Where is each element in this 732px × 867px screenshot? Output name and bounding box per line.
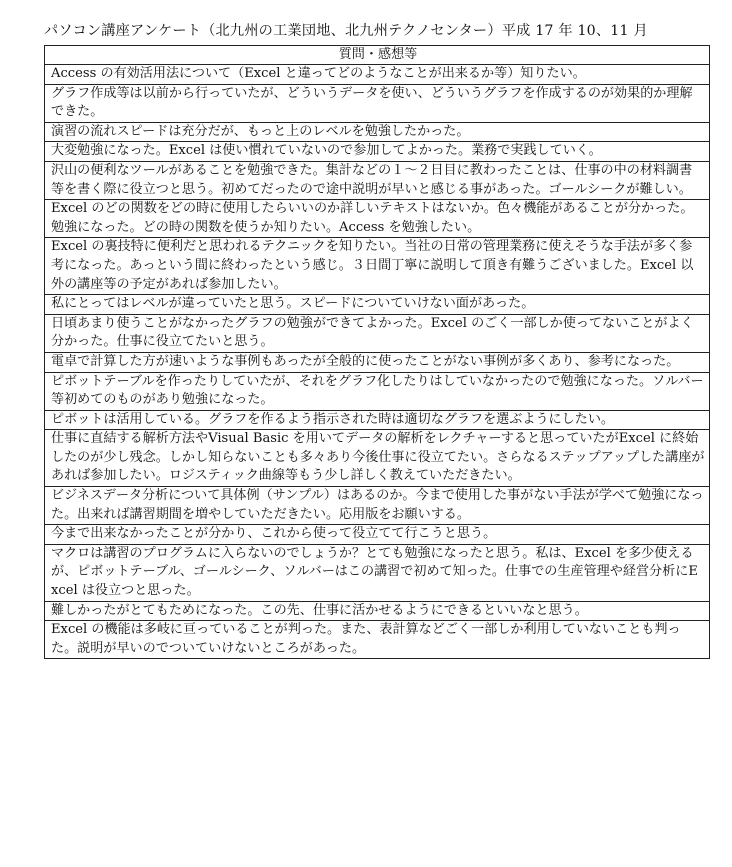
table-header-row bbox=[45, 46, 710, 65]
response-cell: 難しかったがとてもためになった。この先、仕事に活かせるようにできるといいなと思う。 bbox=[45, 601, 710, 621]
table-row bbox=[45, 314, 710, 352]
response-cell: ビジネスデータ分析について具体例（サンプル）はあるのか。今まで使用した事がない手法が学べて勉強になった。出来れば講習期間を増やしていただきたい。応用版をお願いする。 bbox=[45, 487, 710, 525]
table-row bbox=[45, 65, 710, 85]
response-cell: ピボットテーブルを作ったりしていたが、それをグラフ化したりはしていなかったので勉強になった。ソルバー等初めてのものがあり勉強になった。 bbox=[45, 372, 710, 410]
response-cell: 大変勉強になった。Excel は使い慣れていないので参加してよかった。業務で実践していく。 bbox=[45, 142, 710, 162]
table-row bbox=[45, 122, 710, 142]
table-row bbox=[45, 544, 710, 601]
page-title: パソコン講座アンケート（北九州の工業団地、北九州テクノセンター）平成 17 年 10、11 月 bbox=[44, 23, 648, 39]
response-cell: グラフ作成等は以前から行っていたが、どういうデータを使い、どういうグラフを作成するのが効果的か理解できた。 bbox=[45, 84, 710, 122]
table-row bbox=[45, 601, 710, 621]
table-row bbox=[45, 352, 710, 372]
response-cell: Excel の裏技特に便利だと思われるテクニックを知りたい。当社の日常の管理業務に使えそうな手法が多く参考になった。あっという間に終わったという感じ。３日間丁寧に説明して頂き有難うございました。Excel 以外の講座等の予定があれば参加したい。 bbox=[45, 238, 710, 295]
table-row bbox=[45, 487, 710, 525]
response-cell: ピボットは活用している。グラフを作るよう指示された時は適切なグラフを選ぶようにしたい。 bbox=[45, 410, 710, 430]
response-cell: 今まで出来なかったことが分かり、これから使って役立てて行こうと思う。 bbox=[45, 525, 710, 545]
table-row bbox=[45, 200, 710, 238]
table-row bbox=[45, 410, 710, 430]
table-row bbox=[45, 84, 710, 122]
table-row bbox=[45, 142, 710, 162]
table-row bbox=[45, 161, 710, 199]
table-row bbox=[45, 525, 710, 545]
response-cell: Excel のどの関数をどの時に使用したらいいのか詳しいテキストはないか。色々機能があることが分かった。勉強になった。どの時の関数を使うか知りたい。Access を勉強したい。 bbox=[45, 200, 710, 238]
response-cell: 演習の流れスピードは充分だが、もっと上のレベルを勉強したかった。 bbox=[45, 122, 710, 142]
table-row bbox=[45, 372, 710, 410]
column-header: 質問・感想等 bbox=[45, 46, 710, 65]
response-cell: Excel の機能は多岐に亘っていることが判った。また、表計算などごく一部しか利用していないことも判った。説明が早いのでついていけないところがあった。 bbox=[45, 621, 710, 659]
response-cell: 電卓で計算した方が速いような事例もあったが全般的に使ったことがない事例が多くあり、参考になった。 bbox=[45, 352, 710, 372]
response-cell: 仕事に直結する解析方法やVisual Basic を用いてデータの解析をレクチャーすると思っていたがExcel に終始したのが少し残念。しかし知らないことも多々あり今後仕事に役立てたい。さらなるステップアップした講座があれば参加したい。ロジスティック曲線等もう少し詳しく教えていただきたい。 bbox=[45, 430, 710, 487]
survey-table bbox=[44, 45, 710, 659]
table-row bbox=[45, 430, 710, 487]
response-cell: 日頃あまり使うことがなかったグラフの勉強ができてよかった。Excel のごく一部しか使ってないことがよく分かった。仕事に役立てたいと思う。 bbox=[45, 314, 710, 352]
response-cell: 沢山の便利なツールがあることを勉強できた。集計などの１～２日目に教わったことは、仕事の中の材料調書等を書く際に役立つと思う。初めてだったので途中説明が早いと感じる事があった。ゴールシークが難しい。 bbox=[45, 161, 710, 199]
table-row bbox=[45, 621, 710, 659]
table-row bbox=[45, 295, 710, 315]
table-row bbox=[45, 238, 710, 295]
response-cell: Access の有効活用法について（Excel と違ってどのようなことが出来るか等）知りたい。 bbox=[45, 65, 710, 85]
response-cell: 私にとってはレベルが違っていたと思う。スピードについていけない面があった。 bbox=[45, 295, 710, 315]
response-cell: マクロは講習のプログラムに入らないのでしょうか？とても勉強になったと思う。私は、Excel を多少使えるが、ピボットテーブル、ゴールシーク、ソルバーはこの講習で初めて知った。仕事での生産管理や経営分析にExcel は役立つと思った。 bbox=[45, 544, 710, 601]
